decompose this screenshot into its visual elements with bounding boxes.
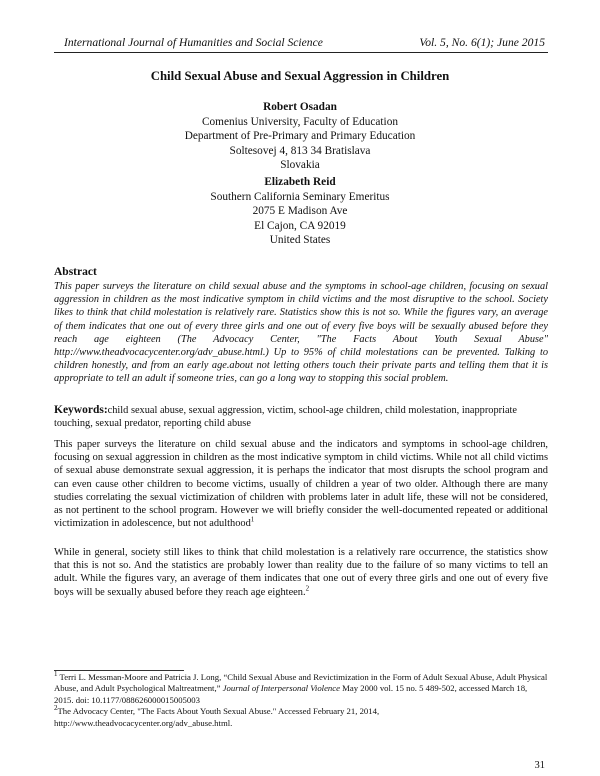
issue-info: Vol. 5, No. 6(1); June 2015 (419, 36, 545, 49)
author-affiliation-line: El Cajon, CA 92019 (254, 219, 346, 232)
footnote-text: The Advocacy Center, "The Facts About Youth Sexual Abuse." Accessed February 21, 2014, http://www.theadvocacycenter.org/adv_abuse.html. (54, 706, 380, 728)
author-block-1 (0, 100, 600, 173)
footnote-mark: 1 (54, 670, 58, 679)
author-affiliation-line: Slovakia (280, 159, 320, 172)
abstract-heading: Abstract (54, 266, 97, 278)
author-name: Elizabeth Reid (264, 176, 336, 188)
keywords-label: Keywords: (54, 404, 108, 416)
keywords-text: child sexual abuse, sexual aggression, victim, school-age children, child molestation, inappropriate touching, sexual predator, reporting child abuse (54, 405, 517, 430)
author-affiliation-line: United States (269, 234, 331, 247)
keywords (54, 404, 548, 430)
journal-name: International Journal of Humanities and Social Science (64, 36, 323, 49)
author-affiliation-line: Soltesovej 4, 813 34 Bratislava (229, 144, 371, 157)
author-block-2 (0, 175, 600, 248)
footnote-text: May 2000 vol. 15 no. 5 489-502, accessed March 18, 2015. doi: 10.1177/088626000015005003 (54, 683, 528, 705)
footnote-mark: 2 (54, 704, 58, 713)
footnote-ref: 2 (305, 584, 310, 593)
author-affiliation-line: 2075 E Madison Ave (252, 205, 348, 218)
footnote-ref: 1 (250, 515, 255, 524)
author-affiliation-line: Comenius University, Faculty of Education (202, 115, 398, 128)
page-number: 31 (534, 760, 545, 771)
footnote-journal: Journal of Interpersonal Violence (222, 683, 340, 694)
footnotes (54, 672, 548, 729)
author-affiliation-line: Department of Pre-Primary and Primary Education (184, 130, 416, 143)
footnote-rule (54, 670, 184, 671)
footnote-1 (54, 672, 548, 706)
footnote-text: Terri L. Messman-Moore and Patricia J. Long, “Child Sexual Abuse and Revictimization in the Form of Adult Sexual Abuse, Adult Physical Abuse, and Adult Psychological Maltreatment,” (54, 672, 548, 694)
running-header (64, 36, 545, 49)
abstract-text: This paper surveys the literature on child sexual abuse and the symptoms in school-age children, focusing on sexual aggression in children as the most indicative symptom in child victims and the most disruptive to the school. Society likes to think that child molestation is relatively rare. Statistics show this is not so. While the figures vary, an average of them indicates that one out of every three girls and one out of every five boys will be sexually abused before they reach age eighteen (The Advocacy Center, "The Facts About Youth Sexual Abuse" http://www.theadvocacycenter.org/adv_abuse.html.) Up to 95% of child molestations can be prevented. Talking to children honestly, and from an early age.about not letting others touch their private parts and telling them that it is appropriate to tell an adult if someone tries, can go a long way to stopping this social problem. (54, 281, 548, 385)
header-rule (54, 52, 548, 53)
paragraph-text: This paper surveys the literature on child sexual abuse and the indicators and symptoms in school-age children, focusing on sexual aggression in children as the most indicative symptom in child victims. While not all child victims of sexual abuse demonstrate sexual aggression, it is perhaps the indicator that most disrupts the school program and can even cause other children to become victims, usually of children a year of two older. Although there are many studies correlating the sexual victimization of children with problems later in adult life, these will not be considered, as not pertinent to the school program. However we will briefly consider the well-documented repeated or additional victimization in adolescence, but not adulthood (54, 439, 548, 530)
author-affiliation-line: Southern California Seminary Emeritus (210, 190, 390, 203)
footnote-2 (54, 706, 548, 729)
body-paragraph-1 (54, 438, 548, 530)
paragraph-text: While in general, society still likes to think that child molestation is a relatively rare occurrence, the statistics show that this is not so. And the statistics are probably lower than reality due to the failure of so many victims to tell an adult. While the figures vary, an average of them indicates that one out of every three girls and one out of every five boys will be sexually abused before they reach age eighteen. (54, 547, 548, 598)
body-paragraph-2 (54, 546, 548, 599)
author-name: Robert Osadan (263, 101, 337, 113)
paper-title: Child Sexual Abuse and Sexual Aggression in Children (150, 69, 450, 83)
